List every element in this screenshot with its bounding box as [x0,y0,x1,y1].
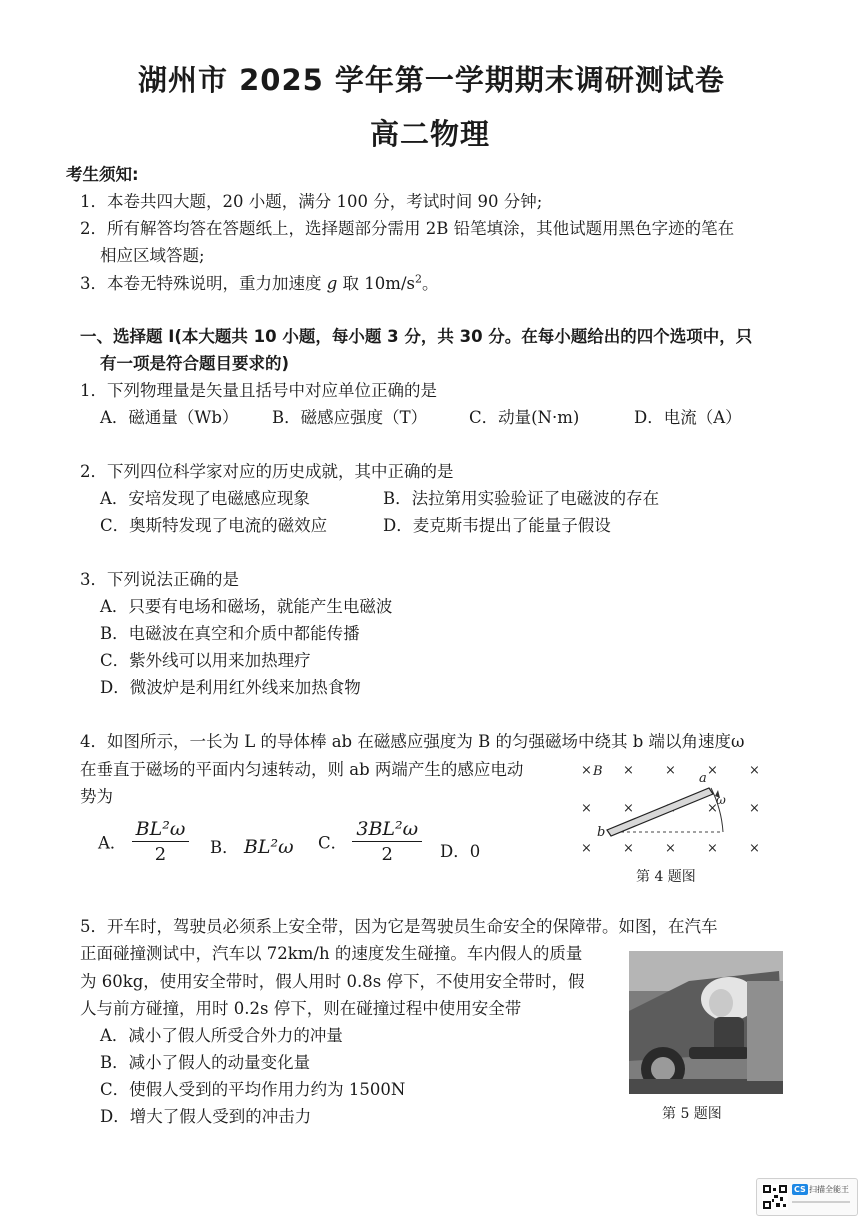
field-cross: × [749,841,760,856]
question-5-stem-line4: 人与前方碰撞，用时 0.2s 停下，则在碰撞过程中使用安全带 [80,999,522,1018]
rod-end-b: b [597,825,606,840]
question-4-stem-line2: 在垂直于磁场的平面内匀速转动，则 ab 两端产生的感应电动 [80,760,524,779]
question-4-option-b [210,834,294,858]
field-cross: × [581,763,592,778]
question-5-option-d: D．增大了假人受到的冲击力 [100,1107,312,1126]
field-cross: × [665,841,676,856]
field-cross: × [581,801,592,816]
notice-item-1: 1．本卷共四大题，20 小题，满分 100 分，考试时间 90 分钟; [80,192,543,211]
question-5-option-a: A．减小了假人所受合外力的冲量 [100,1026,343,1045]
field-cross: × [623,801,634,816]
question-2-option-a: A．安培发现了电磁感应现象 [100,489,310,508]
question-2-option-d: D．麦克斯韦提出了能量子假设 [383,516,611,535]
question-5-stem-line1: 5．开车时，驾驶员必须系上安全带，因为它是驾驶员生命安全的保障带。如图，在汽车 [80,917,718,936]
field-cross: × [581,841,592,856]
field-cross: × [707,763,718,778]
question-1-option-c: C．动量(N·m) [469,408,580,427]
question-5-figure-caption: 第 5 题图 [662,1106,722,1122]
section-heading-cont: 有一项是符合题目要求的) [100,354,290,373]
field-label-b: B [593,764,603,779]
question-3-stem: 3．下列说法正确的是 [80,570,239,589]
notice-item-3: 3．本卷无特殊说明，重力加速度 g 取 $10m/s^2$。 [80,272,439,293]
question-4-option-c [318,818,422,865]
question-4-option-a-numerator: BL²ω [132,818,190,842]
question-4-stem-line3: 势为 [80,787,113,806]
question-3-option-c: C．紫外线可以用来加热理疗 [100,651,311,670]
cs-logo-icon: CS [794,1185,806,1194]
question-2-stem: 2．下列四位科学家对应的历史成就，其中正确的是 [80,462,454,481]
rod-end-a: a [699,771,707,786]
omega-label: ω [716,793,726,807]
exam-title: 湖州市 2025 学年第一学期期末调研测试卷 [138,63,725,97]
question-5-stem-line3: 为 60kg，使用安全带时，假人用时 0.8s 停下，不使用安全带时，假 [80,972,585,991]
question-4-option-a-fraction [132,818,190,865]
scanner-app-name: 扫描全能王 [809,1185,849,1194]
question-4-option-b-label: B． [210,838,239,857]
field-cross: × [707,801,718,816]
question-4-option-c-fraction [352,818,422,865]
badge-divider [792,1201,850,1203]
notice-item-2: 2．所有解答均答在答题纸上，选择题部分需用 2B 铅笔填涂，其他试题用黑色字迹的笔在 [80,219,735,238]
question-4-option-a [98,818,189,865]
question-4-option-a-denominator: 2 [154,844,167,865]
question-5-option-c: C．使假人受到的平均作用力约为 1500N [100,1080,406,1099]
question-4-option-b-expression: BL²ω [243,836,294,858]
crash-test-photo [629,951,783,1094]
field-cross: × [623,763,634,778]
question-4-option-c-denominator: 2 [381,844,393,865]
notice-heading: 考生须知: [66,165,139,184]
field-cross: × [749,801,760,816]
question-4-option-a-label: A． [98,833,127,853]
question-4-option-c-numerator: 3BL²ω [352,818,422,842]
question-4-figure [575,760,775,860]
field-cross: × [665,763,676,778]
notice-item-2-cont: 相应区域答题; [100,246,205,265]
question-4-option-d: D．0 [440,842,481,861]
question-1-option-b: B．磁感应强度（T） [272,408,428,427]
question-5-option-b: B．减小了假人的动量变化量 [100,1053,311,1072]
question-3-option-a: A．只要有电场和磁场，就能产生电磁波 [100,597,393,616]
question-4-stem-line1: 4．如图所示，一长为 L 的导体棒 ab 在磁感应强度为 B 的匀强磁场中绕其 b 端以角速度ω [80,732,745,751]
field-cross: × [707,841,718,856]
field-cross: × [623,841,634,856]
qr-code-icon [762,1184,788,1210]
field-cross: × [749,763,760,778]
question-1-option-d: D．电流（A） [634,408,742,427]
question-3-option-d: D．微波炉是利用红外线来加热食物 [100,678,361,697]
exam-subject: 高二物理 [370,117,491,151]
question-4-figure-caption: 第 4 题图 [636,869,696,885]
scanner-watermark [756,1178,858,1216]
question-3-option-b: B．电磁波在真空和介质中都能传播 [100,624,360,643]
section-heading: 一、选择题 I(本大题共 10 小题，每小题 3 分，共 30 分。在每小题给出的四个选项中，只 [80,327,753,346]
question-1-option-a: A．磁通量（Wb） [100,408,239,427]
question-1-stem: 1．下列物理量是矢量且括号中对应单位正确的是 [80,381,437,400]
question-4-option-c-label: C． [318,833,348,853]
crash-test-illustration [629,951,783,1094]
question-2-option-b: B．法拉第用实验验证了电磁波的存在 [383,489,660,508]
question-5-stem-line2: 正面碰撞测试中，汽车以 72km/h 的速度发生碰撞。车内假人的质量 [80,944,583,963]
question-2-option-c: C．奥斯特发现了电流的磁效应 [100,516,328,535]
